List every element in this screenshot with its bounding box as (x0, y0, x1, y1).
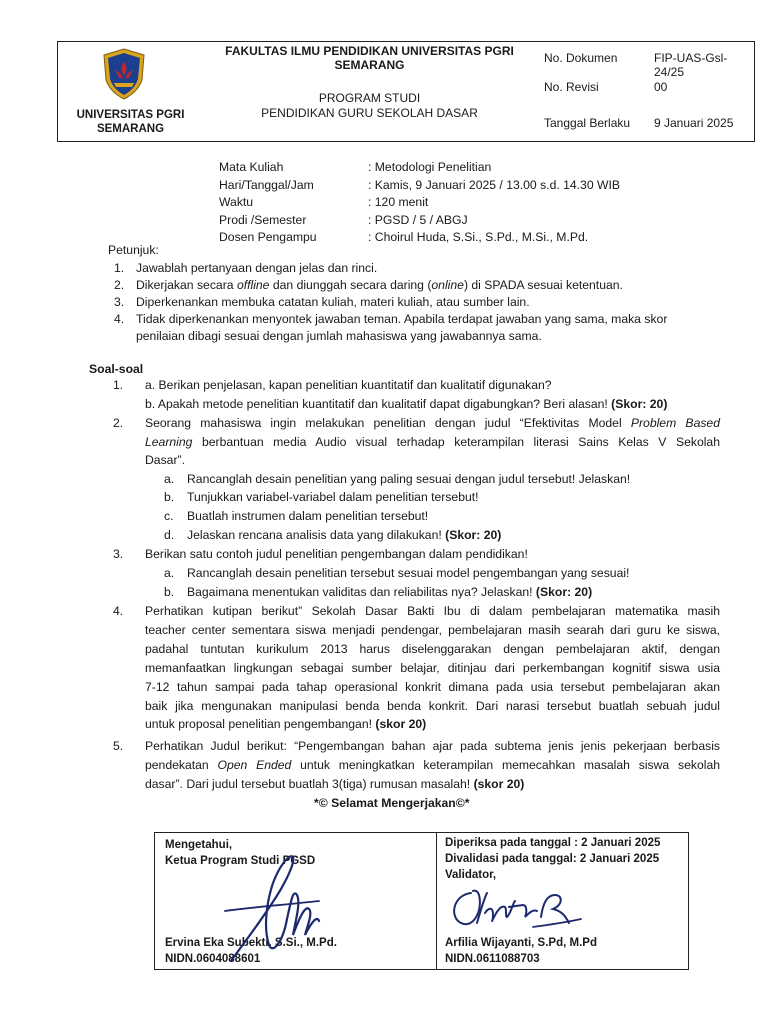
instruction-item: Jawablah pertanyaan dengan jelas dan rinci. (136, 261, 378, 275)
question-4-line: 7-12 tahun sampai pada tahap operasional konkrit dimana pada usia tersebut pembelajaran akan (145, 680, 720, 694)
closing-message: *© Selamat Mengerjakan©* (314, 796, 470, 810)
validated-date: Divalidasi pada tanggal: 2 Januari 2025 (445, 853, 660, 865)
effective-date-label: Tanggal Berlaku (544, 116, 631, 130)
logo-cell (58, 42, 203, 141)
revision-value: 00 (654, 80, 668, 94)
course-info-row: Hari/Tanggal/Jam : Kamis, 9 Januari 2025 / 13.00 s.d. 14.30 WIB (219, 177, 621, 192)
doc-no-label: No. Dokumen (544, 51, 618, 65)
instruction-item: Diperkenankan membuka catatan kuliah, materi kuliah, atau sumber lain. (136, 295, 530, 309)
question-2-line: Dasar”. (145, 453, 185, 467)
validator-nidn: NIDN.0611088703 (445, 953, 540, 965)
exam-page: UNIVERSITAS PGRI SEMARANG FAKULTAS ILMU PENDIDIKAN UNIVERSITAS PGRI SEMARANG PROGRAM STUDI PENDIDIKAN GURU SEKOLAH DASAR No. Dokumen FIP-UAS-Gsl-24/25 No. Revisi 00 Tanggal Berlaku 9 Januari 2025 Mata Kuliah : Metodologi Penelitian Hari/Tanggal/Jam : Kamis, 9 Januari 2025 / 13.00 s.d. 14.30 WIB Waktu : 120 menit Prodi /Semester : PGSD / 5 / ABGJ Dosen Pengampu : Choirul Huda, S.Si., S.Pd., M.Si., M.Pd. Petunjuk: 1. Jawablah pertanyaan dengan jelas dan rinci. 2. Dikerjakan secara offline dan diunggah secara daring (online) di SPADA sesuai ketentuan. 3. Diperkenankan membuka catatan kuliah, materi kuliah, atau sumber lain. 4. Tidak diperkenankan menyontek jawaban teman. Apabila terdapat jawaban yang sama, maka skor penilaian dibagi sesuai dengan jumlah mahasiswa yang jawabannya sama. Soal-soal 1. a. Berikan penjelasan, kapan penelitian kuantitatif dan kualitatif digunakan? b. Apakah metode penelitian kuantitatif dan kualitatif dapat digabungkan? Beri alasan! (Skor: 20) 2. Seorang mahasiswa ingin melakukan penelitian dengan judul “Efektivitas Model Problem Based Learning berbantuan media Audio visual terhadap keterampilan literasi Sains Kelas V Sekolah Dasar”. a. Rancanglah desain penelitian yang paling sesuai dengan judul tersebut! Jelaskan! b. Tunjukkan variabel-variabel dalam penelitian tersebut! c. Buatlah instrumen dalam penelitian tersebut! d. Jelaskan rencana analisis data yang dilakukan! (Skor: 20) 3. Berikan satu contoh judul penelitian pengembangan dalam pendidikan! a. Rancanglah desain penelitian tersebut sesuai model pengembangan yang sesuai! b. Bagaimana menentukan validitas dan reliabilitas nya? Jelaskan! (Skor: 20) 4. Perhatikan kutipan berikut” Sekolah Dasar Bakti Ibu di dalam pembelajaran matematika masih teacher center sementara siswa menjadi pendengar, pembelajaran masih searah dari guru ke siswa, padahal tuntutan kurikulum 2013 harus diselenggarakan dengan pembelajaran aktif, dengan memanfaatkan lingkungan sebagai sumber belajar, ditinjau dari perkembangan kognitif siswa usia 7-12 tahun sampai pada tahap operasional konkrit dimana pada usia tersebut pembelajaran akan baik jika mengunakan manipulasi benda benda konkrit. Dari narasi tersebut buatlah sebuah judul untuk proposal penelitian pengembangan! (skor 20) 5. Perhatikan Judul berikut: “Pengembangan bahan ajar pada subtema jenis jenis pekerjaan berbasis pendekatan Open Ended untuk meningkatkan keterampilan memecahkan masalah siswa sekolah dasar”. Dari judul tersebut buatlah 3(tiga) rumusan masalah! (skor 20) *© Selamat Mengerjakan©* Mengetahui, Ketua Program Studi PGSD Ervina Eka Subekti, S.Si., M.Pd. NIDN.0604088601 Diperiksa pada tanggal : 2 Januari 2025 Divalidasi pada tanggal: 2 Januari 2025 Validator, Arfilia Wijayanti, S.Pd, M.Pd NIDN.0611088703 (0, 0, 768, 1024)
document-header-table (57, 41, 755, 142)
doc-no-value: FIP-UAS-Gsl-24/25 (654, 51, 728, 79)
question-2-line: Seorang mahasiswa ingin melakukan penelitian dengan judul “Efektivitas Model Problem Based (145, 416, 720, 430)
question-2c: Buatlah instrumen dalam penelitian tersebut! (187, 509, 429, 523)
question-4-line: padahal tuntutan kurikulum 2013 harus diselenggarakan dengan pembelajaran aktif, dengan (145, 642, 720, 656)
revision-value-cell (642, 74, 754, 102)
program-name: PROGRAM STUDI PENDIDIKAN GURU SEKOLAH DASAR (261, 91, 478, 120)
question-2a: Rancanglah desain penelitian yang paling sesuai dengan judul tersebut! Jelaskan! (187, 472, 631, 486)
effective-date-value-cell (642, 102, 754, 141)
course-info-row: Prodi /Semester : PGSD / 5 / ABGJ (219, 212, 468, 227)
instruction-item-cont: penilaian dibagi sesuai dengan jumlah mahasiswa yang jawabannya sama. (136, 329, 542, 343)
question-2d: Jelaskan rencana analisis data yang dilakukan! (Skor: 20) (187, 528, 502, 542)
acknowledged-label: Mengetahui, (165, 839, 233, 851)
signature-divider (436, 833, 437, 969)
effective-date-value: 9 Januari 2025 (654, 116, 734, 130)
question-2b: Tunjukkan variabel-variabel dalam penelitian tersebut! (187, 490, 479, 504)
question-4-line: memanfaatkan lingkungan sebagai sumber belajar, ditinjau dari perkembangan kognitif siswa usia (145, 661, 720, 675)
course-info-row: Mata Kuliah : Metodologi Penelitian (219, 160, 492, 174)
course-info (219, 159, 699, 247)
question-2-line: Learning berbantuan media Audio visual terhadap keterampilan literasi Sains Kelas V Sekolah (145, 435, 720, 449)
question-3b: Bagaimana menentukan validitas dan reliabilitas nya? Jelaskan! (Skor: 20) (187, 585, 593, 599)
course-info-row: Dosen Pengampu : Choirul Huda, S.Si., S.Pd., M.Si., M.Pd. (219, 230, 589, 244)
instruction-item: Tidak diperkenankan menyontek jawaban teman. Apabila terdapat jawaban yang sama, maka skor (136, 312, 668, 326)
faculty-cell (203, 42, 536, 74)
course-info-row: Waktu : 120 menit (219, 195, 429, 209)
effective-date-label-cell (536, 102, 642, 141)
revision-label: No. Revisi (544, 80, 599, 94)
validator-name: Arfilia Wijayanti, S.Pd, M.Pd (445, 937, 597, 949)
question-1b: b. Apakah metode penelitian kuantitatif dan kualitatif dapat digabungkan? Beri alasan! (Skor: 20) (145, 397, 668, 411)
revision-label-cell (536, 74, 642, 102)
question-3a: Rancanglah desain penelitian tersebut sesuai model pengembangan yang sesuai! (187, 566, 630, 580)
head-of-program-name: Ervina Eka Subekti, S.Si., M.Pd. (165, 937, 337, 949)
question-4-line: teacher center sementara siswa menjadi pendengar, pembelajaran masih searah dari guru ke siswa, (145, 623, 720, 637)
questions-title: Soal-soal (89, 362, 144, 376)
checked-date: Diperiksa pada tanggal : 2 Januari 2025 (445, 837, 661, 849)
university-crest-icon (102, 48, 146, 100)
question-5-line: pendekatan Open Ended untuk meningkatkan keterampilan memecahkan masalah siswa sekolah (145, 758, 720, 772)
faculty-name: FAKULTAS ILMU PENDIDIKAN UNIVERSITAS PGRI SEMARANG (225, 44, 514, 72)
instruction-item: Dikerjakan secara offline dan diunggah secara daring (online) di SPADA sesuai ketentuan. (136, 278, 623, 292)
signature-right-icon (447, 883, 587, 935)
university-name: UNIVERSITAS PGRI SEMARANG (76, 109, 185, 135)
doc-no-value-cell (642, 42, 754, 79)
head-of-program-nidn: NIDN.0604088601 (165, 953, 261, 965)
question-5-line: dasar”. Dari judul tersebut buatlah 3(tiga) rumusan masalah! (skor 20) (145, 777, 525, 791)
question-4-line: Perhatikan kutipan berikut” Sekolah Dasar Bakti Ibu di dalam pembelajaran matematika masih (145, 604, 720, 618)
signature-left-icon (223, 849, 333, 967)
question-4-line: untuk proposal penelitian pengembangan! (skor 20) (145, 717, 427, 731)
head-of-program-label: Ketua Program Studi PGSD (165, 855, 316, 867)
instructions-title: Petunjuk: (108, 243, 159, 257)
question-5-line: Perhatikan Judul berikut: “Pengembangan bahan ajar pada subtema jenis jenis pekerjaan berbasis (145, 739, 720, 753)
validator-label: Validator, (445, 869, 497, 881)
program-cell (203, 74, 536, 141)
question-3: Berikan satu contoh judul penelitian pengembangan dalam pendidikan! (145, 547, 528, 561)
question-4-line: baik jika mengunakan manipulasi benda benda konkrit. Dari narasi tersebut buatlah sebuah judul (145, 699, 720, 713)
question-1a: a. Berikan penjelasan, kapan penelitian kuantitatif dan kualitatif digunakan? (145, 378, 552, 392)
signature-table (154, 832, 689, 970)
doc-no-label-cell (536, 42, 642, 74)
